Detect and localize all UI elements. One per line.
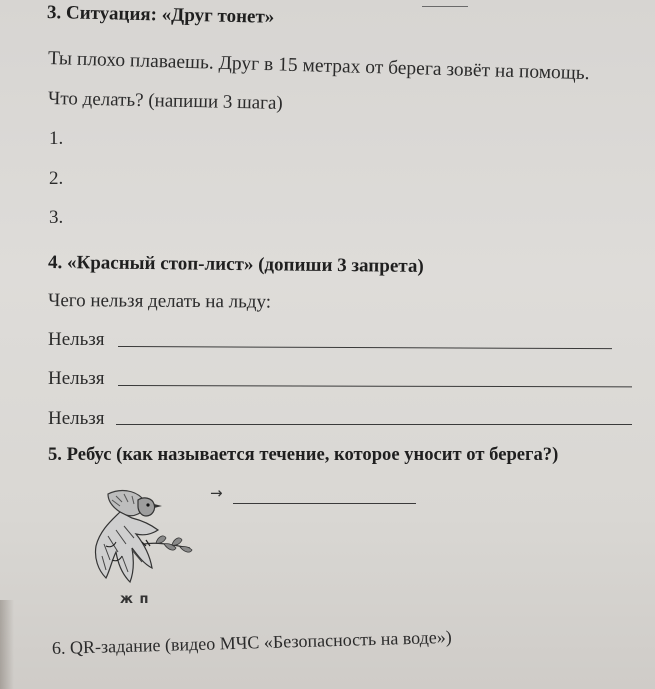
task4-item-2-answer-line[interactable] [118,385,632,387]
task4-item-2-label: Нельзя [48,368,105,389]
task6-text: 6. QR-задание (видео МЧС «Безопасность на воде») [51,626,453,658]
arrow-icon: → [210,484,223,502]
task4-item-3-answer-line[interactable] [116,424,632,425]
top-divider [422,6,468,7]
page-shadow [0,600,14,689]
task3-question: Что делать? (напиши 3 шага) [47,88,283,114]
rebus-bird-icon [86,486,196,592]
task4-item-1-label: Нельзя [48,329,105,350]
task5-heading: 5. Ребус (как называется течение, которое уносит от берега?) [48,444,559,465]
task4-question: Чего нельзя делать на льду: [47,290,272,313]
task3-item-2: 2. [49,168,64,189]
task4-item-1-answer-line[interactable] [118,346,612,349]
task3-item-1: 1. [49,128,64,149]
task4-heading: 4. «Красный стоп-лист» (допиши 3 запрета) [47,252,424,277]
task5-answer-line[interactable] [233,503,416,504]
task3-text: Ты плохо плаваешь. Друг в 15 метрах от берега зовёт на помощь. [47,48,590,85]
rebus-caption: ж п [120,592,150,607]
task3-item-3: 3. [49,207,64,228]
task4-item-3-label: Нельзя [48,408,105,429]
task3-heading: 3. Ситуация: «Друг тонет» [46,2,275,28]
